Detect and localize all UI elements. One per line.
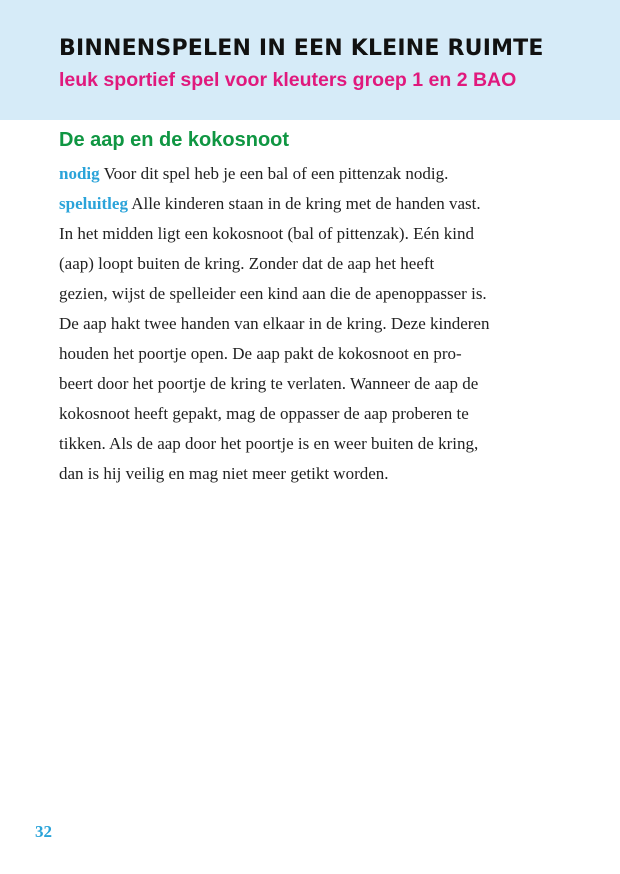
needed-text: Voor dit spel heb je een bal of een pittenzak nodig. [99,164,449,183]
game-title: De aap en de kokosnoot [59,129,290,151]
page-header-subtitle: leuk sportief spel voor kleuters groep 1 en 2 BAO [59,69,517,91]
body-line: kokosnoot heeft gepakt, mag de oppasser de aap proberen te [59,404,469,423]
header-band [0,0,620,120]
body-line: tikken. Als de aap door het poortje is en weer buiten de kring, [59,434,479,453]
body-line: houden het poortje open. De aap pakt de kokosnoot en pro- [59,344,462,363]
body-line: (aap) loopt buiten de kring. Zonder dat de aap het heeft [59,254,435,273]
game-description [59,159,564,489]
explanation-line [59,189,564,219]
body-line: In het midden ligt een kokosnoot (bal of pittenzak). Eén kind [59,224,474,243]
explanation-label: speluitleg [59,194,128,213]
body-line: gezien, wijst de spelleider een kind aan die de apenoppasser is. [59,284,487,303]
body-line: beert door het poortje de kring te verlaten. Wanneer de aap de [59,374,479,393]
page-number: 32 [35,822,52,841]
explanation-first-text: Alle kinderen staan in de kring met de handen vast. [127,194,481,213]
needed-line [59,159,564,189]
page-header-title: BINNENSPELEN IN EEN KLEINE RUIMTE [59,36,544,61]
body-line: dan is hij veilig en mag niet meer getikt worden. [59,464,389,483]
body-line: De aap hakt twee handen van elkaar in de kring. Deze kinderen [59,314,490,333]
needed-label: nodig [59,164,100,183]
